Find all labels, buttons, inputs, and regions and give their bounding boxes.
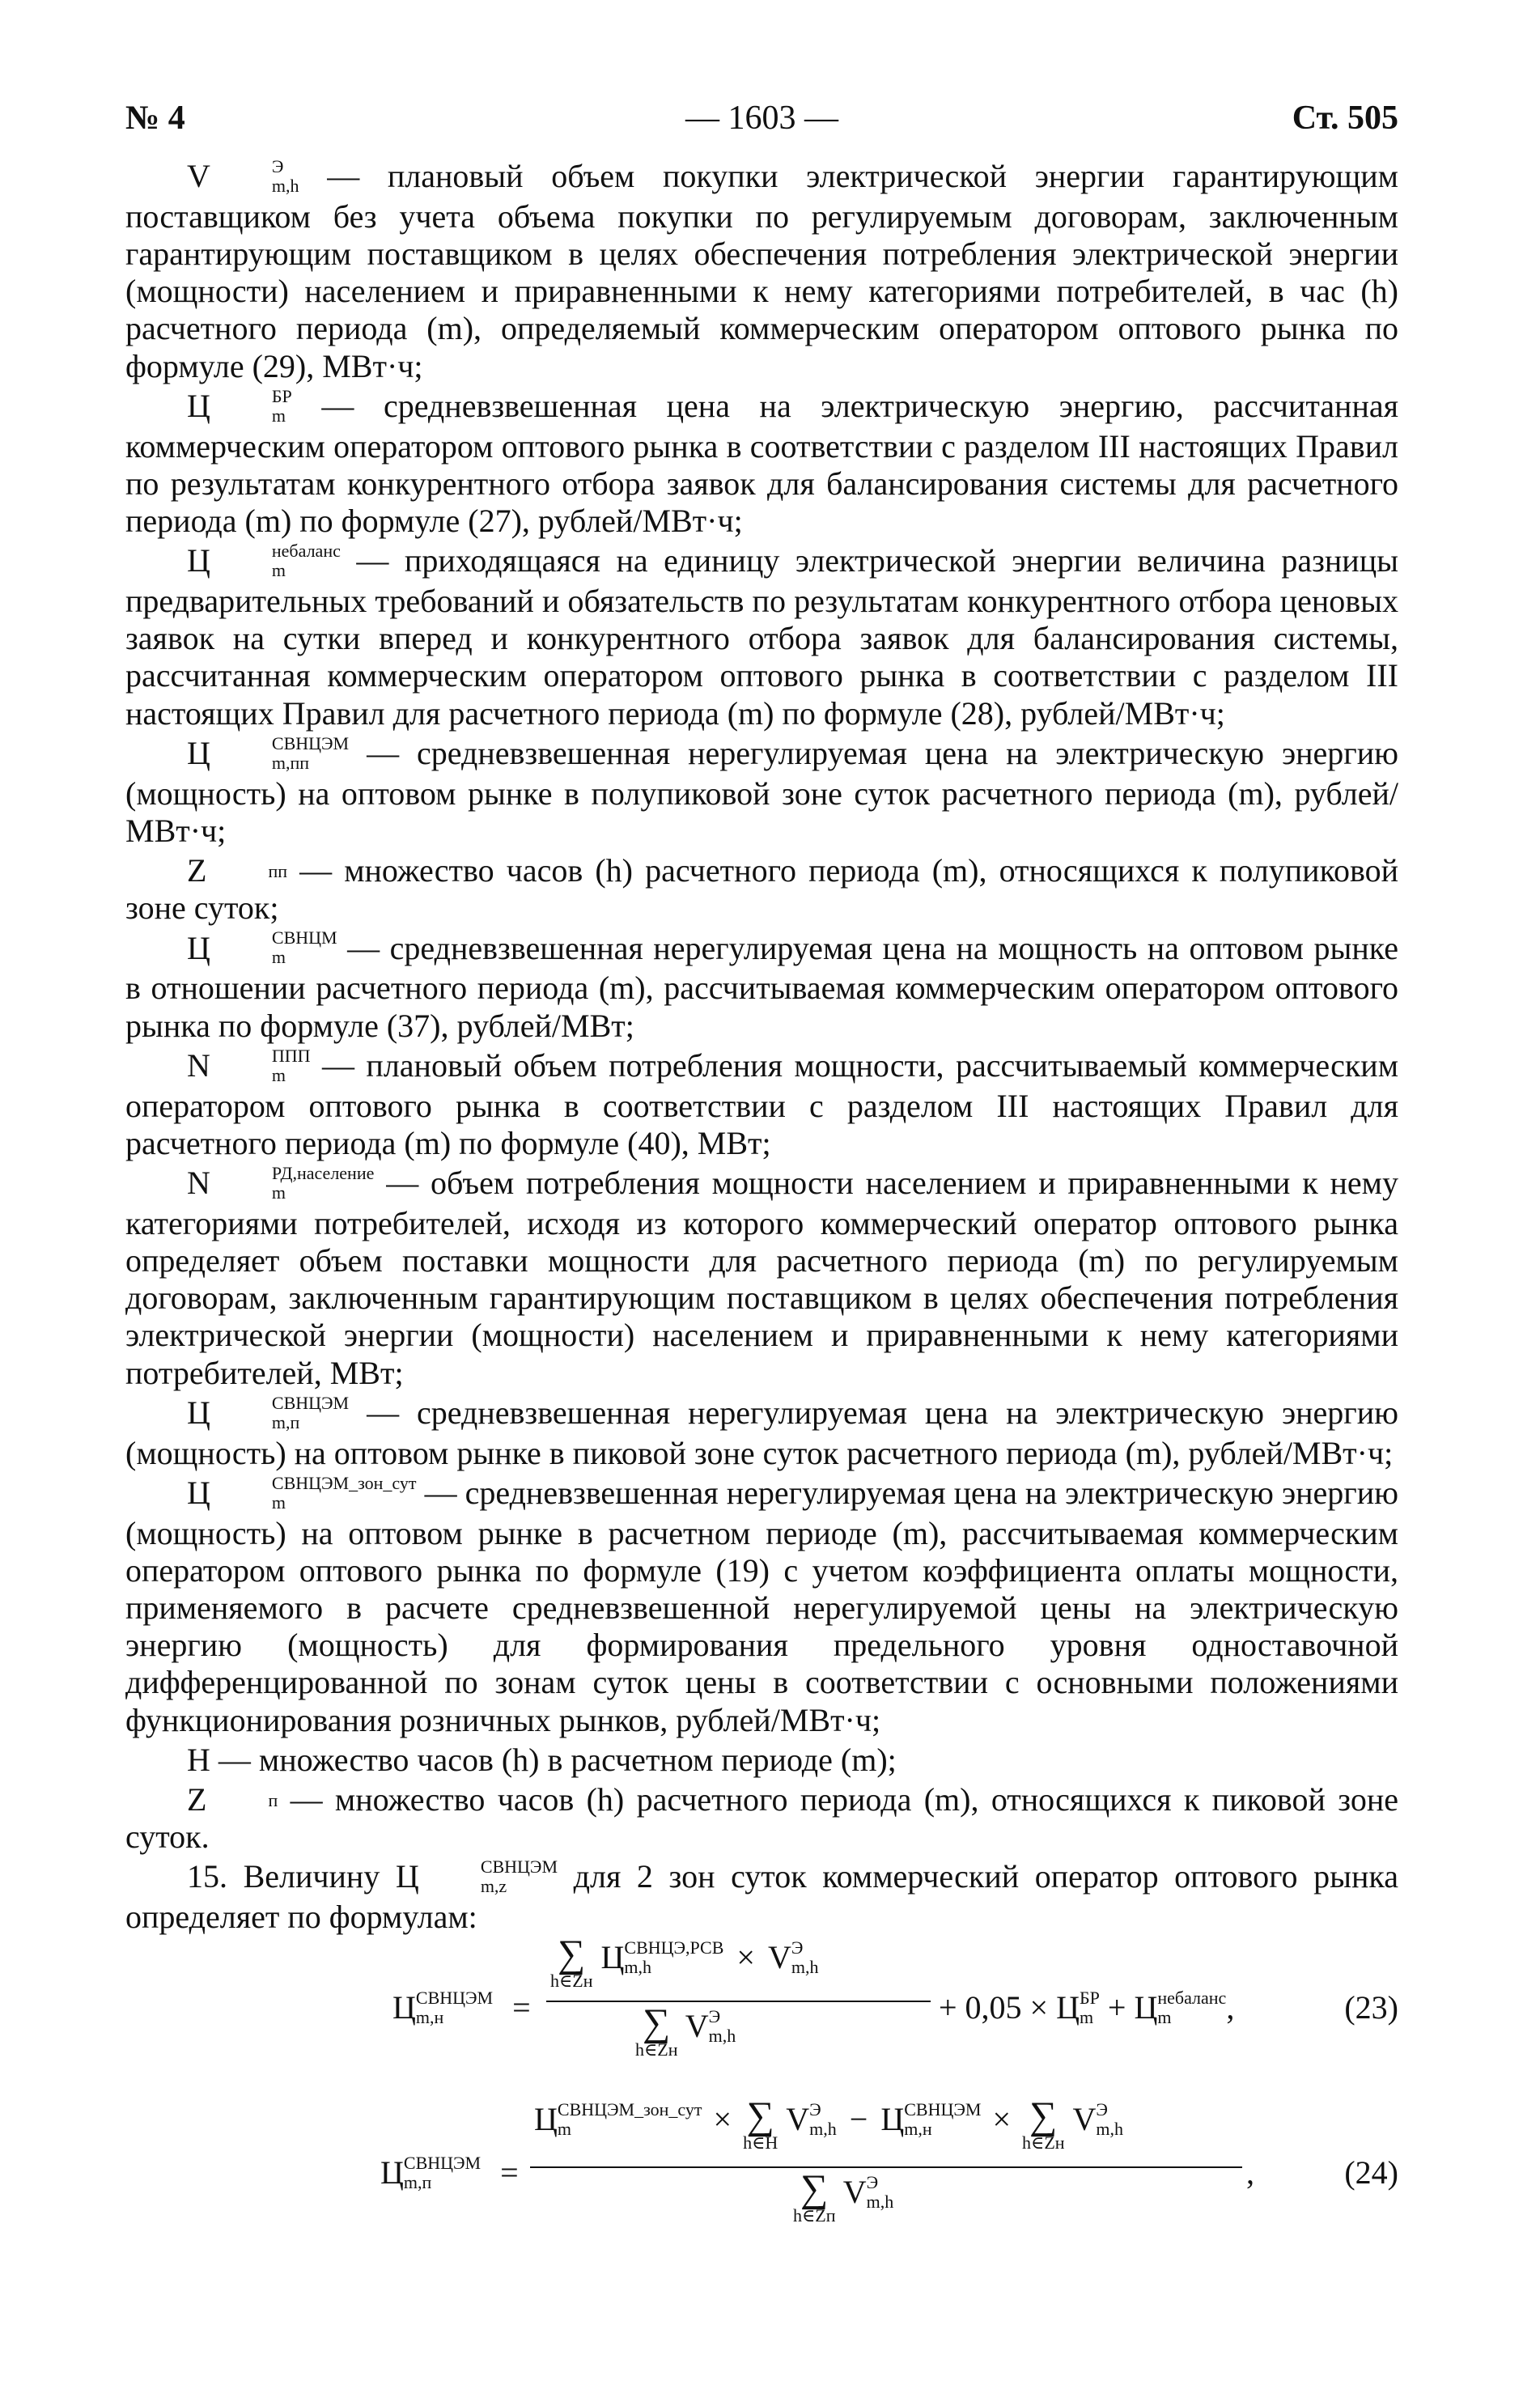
definition-text: — множество часов (h) в расчетном периоде (m); — [218, 1741, 897, 1778]
definition-text: — плановый объем покупки электрической энергии гарантирующим поставщиком без учета объема покупки по регулируемым договорам, заключенным гарантирующим поставщиком в целях обеспечения потребления электрической энергии (мощности) населением и приравненными к нему категориями потребителей, в час (h) расчетного периода (m), определяемый коммерческим оператором оптового рынка по формуле (29), МВт·ч; — [125, 158, 1398, 384]
definition-symbol: Ц небаланс m — [187, 541, 341, 581]
definition-text: — множество часов (h) расчетного периода (m), относящихся к пиковой зоне суток. — [125, 1781, 1398, 1856]
page-number: — 1603 — — [685, 100, 838, 137]
definition-text: — приходящаяся на единицу электрической энергии величина разницы предварительных требований и обязательств по результатам конкурентного отбора ценовых заявок на сутки вперед и конкурентного отбора заявок для балансирования системы, рассчитанная коммерческим оператором оптового рынка в соответствии с разделом III настоящих Правил для расчетного периода (m) по формуле (28), рублей/МВт·ч; — [125, 542, 1398, 732]
formula-23-numerator: ∑ h∈Zн Ц СВНЦЭ,РСВ m,h × V Э m,h — [550, 1933, 819, 1991]
paragraph-15-symbol: Ц СВНЦЭМ m,z — [395, 1856, 558, 1897]
paragraph-15 — [125, 1858, 1398, 1936]
definition-symbol: Ц СВНЦЭМ_зон_сут m — [187, 1472, 417, 1513]
formula-23 — [125, 1933, 1398, 2100]
definition-item — [125, 542, 1398, 732]
definition-symbol: N РД,население m — [187, 1162, 375, 1203]
definition-text: — плановый объем потребления мощности, рассчитываемый коммерческим оператором оптового рынка в соответствии с разделом III настоящих Правил для расчетного периода (m) по формуле (40), МВт; — [125, 1046, 1399, 1161]
formula-24 — [125, 2094, 1398, 2270]
formula-24-number: (24) — [1344, 2154, 1398, 2191]
formula-24-lhs: Ц СВНЦЭМ m,п = — [380, 2152, 519, 2192]
definition-symbol: Z пп — [187, 852, 287, 889]
definition-item — [125, 155, 1398, 385]
formula-24-denominator: ∑ h∈Zп V Э m,h — [793, 2167, 894, 2226]
definition-text: — средневзвешенная нерегулируемая цена на электрическую энергию (мощность) на оптовом рынке в расчетном периоде (m), рассчитываемая коммерческим оператором оптового рынка по формуле (19) с учетом коэффициента оплаты мощности, применяемого в расчете средневзвешенной нерегулируемой цены на электрическую энергию (мощность) для формирования предельного уровня одноставочной дифференцированной по зонам суток цены в соответствии с основными положениями функционирования розничных рынков, рублей/МВт·ч; — [125, 1474, 1398, 1738]
definition-item — [125, 1162, 1398, 1392]
definition-text: — множество часов (h) расчетного периода (m), относящихся к полупиковой зоне суток; — [125, 852, 1399, 927]
issue-number: № 4 — [125, 100, 185, 137]
definition-item — [125, 1742, 1398, 1779]
formula-23-number: (23) — [1344, 1989, 1398, 2026]
definition-symbol: Z п — [187, 1781, 278, 1818]
definition-item — [125, 1781, 1398, 1856]
definition-text: — средневзвешенная нерегулируемая цена на электрическую энергию (мощность) на оптовом рынке в полупиковой зоне суток расчетного периода (m), рублей/МВт·ч; — [125, 734, 1398, 849]
paragraph-15-text: для 2 зон суток коммерческий оператор оптового рынка определяет по формулам: — [125, 1858, 1399, 1936]
definition-item — [125, 385, 1399, 540]
definition-symbol: Ц СВНЦМ m — [187, 927, 337, 968]
definition-text: — средневзвешенная нерегулируемая цена на мощность на оптовом рынке в отношении расчетного периода (m), рассчитываемая коммерческим оператором оптового рынка по формуле (37), рублей/МВт; — [125, 929, 1398, 1044]
definition-symbol: N ППП m — [187, 1045, 311, 1085]
formula-24-comma: , — [1246, 2154, 1254, 2191]
definition-text: — средневзвешенная нерегулируемая цена на электрическую энергию (мощность) на оптовом рынке в пиковой зоне суток расчетного периода (m), рублей/МВт·ч; — [125, 1394, 1398, 1471]
definition-item — [125, 1394, 1398, 1472]
formula-23-denominator: ∑ h∈Zн V Э m,h — [635, 2001, 736, 2060]
definition-symbol: Ц СВНЦЭМ m,пп — [187, 732, 350, 773]
definition-item — [125, 1047, 1398, 1162]
formula-23-fraction-bar — [546, 2001, 931, 2002]
definition-text: — средневзвешенная цена на электрическую энергию, рассчитанная коммерческим оператором оптового рынка в соответствии с разделом III настоящих Правил по результатам конкурентного отбора заявок для балансирования системы для расчетного периода (m) по формуле (27), рублей/МВт·ч; — [125, 387, 1399, 540]
formula-24-fraction-bar — [530, 2166, 1242, 2168]
definition-symbol: H — [187, 1741, 210, 1778]
definition-symbol: V Э m,h — [187, 155, 299, 196]
definition-item — [125, 1472, 1398, 1739]
definition-item — [125, 732, 1398, 850]
definitions-list — [125, 155, 1399, 1856]
article-number: Ст. 505 — [1292, 100, 1398, 137]
paragraph-15-lead: 15. Величину — [187, 1858, 380, 1895]
formula-24-numerator: Ц СВНЦЭМ_зон_сут m × ∑ h∈H V Э m,h − Ц СВНЦЭМ m,н × ∑ h∈Zн V Э m,h — [534, 2094, 1124, 2153]
document-body — [125, 155, 1399, 1938]
definition-symbol: Ц СВНЦЭМ m,п — [187, 1392, 350, 1432]
page-header — [125, 99, 1398, 147]
formula-23-tail: + 0,05 × Ц БР m + Ц небаланс m , — [939, 1987, 1235, 2027]
definition-item — [125, 927, 1398, 1045]
formula-23-lhs: Ц СВНЦЭМ m,н = — [392, 1987, 531, 2027]
definition-text: — объем потребления мощности населением и приравненными к нему категориями потребителей, исходя из которого коммерческий оператор оптового рынка определяет объем поставки мощности для расчетного периода (m) по регулируемым договорам, заключенным гарантирующим поставщиком в целях обеспечения потребления электрической энергии (мощности) населением и приравненными к нему категориями потребителей, МВт; — [125, 1164, 1398, 1391]
definition-symbol: Ц БР m — [187, 385, 292, 426]
definition-item — [125, 852, 1398, 927]
